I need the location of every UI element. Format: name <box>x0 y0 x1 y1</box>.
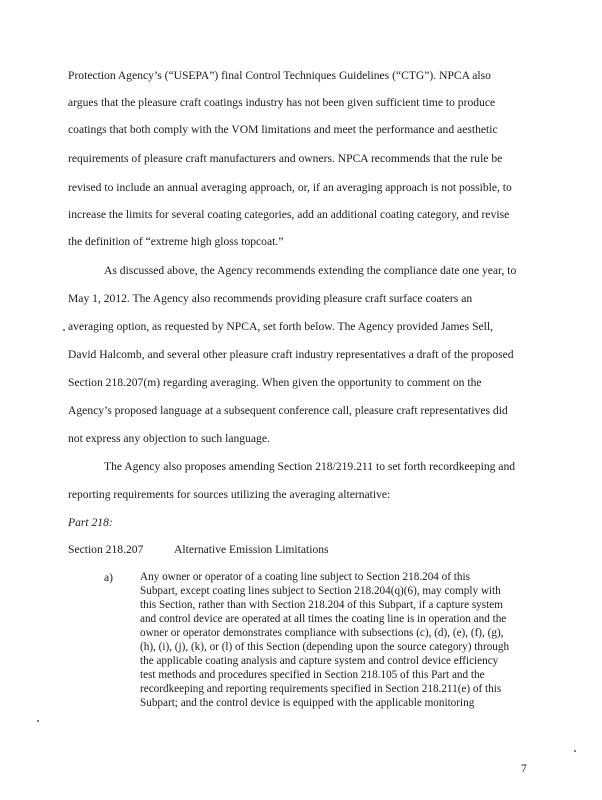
paragraph-1-line: the definition of “extreme high gloss topcoat.” <box>68 235 284 248</box>
paragraph-1-line: increase the limits for several coating categories, add an additional coating category, and revise <box>68 208 510 221</box>
scan-speck <box>37 720 39 722</box>
subsection-line: (h), (i), (j), (k), or (l) of this Section (depending upon the source category) through <box>140 641 510 653</box>
subsection-line: test methods and procedures specified in Section 218.105 of this Part and the <box>140 669 485 681</box>
subsection-label: a) <box>104 571 114 584</box>
part-label: Part 218: <box>68 516 113 529</box>
paragraph-1-line: Protection Agency’s (“USEPA”) final Control Techniques Guidelines (“CTG”). NPCA also <box>68 69 491 82</box>
scan-speck <box>63 329 65 331</box>
section-number: Section 218.207 <box>68 543 144 556</box>
subsection-line: Subpart, except coating lines subject to Section 218.204(q)(6), may comply with <box>140 585 501 597</box>
subsection-line: Subpart; and the control device is equipped with the applicable monitoring <box>140 697 475 709</box>
subsection-line: owner or operator demonstrates compliance with subsections (c), (d), (e), (f), (g), <box>140 627 504 639</box>
paragraph-3-line: The Agency also proposes amending Section 218/219.211 to set forth recordkeeping and <box>104 460 516 473</box>
section-title: Alternative Emission Limitations <box>174 543 329 556</box>
paragraph-2-line: Agency’s proposed language at a subsequent conference call, pleasure craft representatives did <box>68 404 508 417</box>
subsection-line: and control device are operated at all times the coating line is in operation and the <box>140 613 507 625</box>
paragraph-1-line: coatings that both comply with the VOM limitations and meet the performance and aesthetic <box>68 123 498 136</box>
subsection-line: recordkeeping and reporting requirements specified in Section 218.211(e) of this <box>140 683 502 695</box>
paragraph-2-line: Section 218.207(m) regarding averaging. When given the opportunity to comment on the <box>68 376 482 389</box>
subsection-line: this Section, rather than with Section 218.204 of this Subpart, if a capture system <box>140 599 503 611</box>
paragraph-2-line: As discussed above, the Agency recommends extending the compliance date one year, to <box>104 264 517 277</box>
paragraph-2-line: May 1, 2012. The Agency also recommends providing pleasure craft surface coaters an <box>68 292 473 305</box>
paragraph-2-line: not express any objection to such language. <box>68 432 270 445</box>
page-number: 7 <box>521 762 527 775</box>
paragraph-2-line: averaging option, as requested by NPCA, set forth below. The Agency provided James Sell, <box>68 320 494 333</box>
paragraph-3-line: reporting requirements for sources utilizing the averaging alternative: <box>68 488 391 501</box>
subsection-line: Any owner or operator of a coating line subject to Section 218.204 of this <box>140 571 470 583</box>
scan-speck <box>574 750 576 752</box>
paragraph-1-line: requirements of pleasure craft manufacturers and owners. NPCA recommends that the rule be <box>68 152 503 165</box>
paragraph-1-line: argues that the pleasure craft coatings industry has not been given sufficient time to produce <box>68 96 496 109</box>
paragraph-1-line: revised to include an annual averaging approach, or, if an averaging approach is not possible, to <box>68 181 512 194</box>
paragraph-2-line: David Halcomb, and several other pleasure craft industry representatives a draft of the proposed <box>68 348 514 361</box>
subsection-line: the applicable coating analysis and capture system and control device efficiency <box>140 655 499 667</box>
